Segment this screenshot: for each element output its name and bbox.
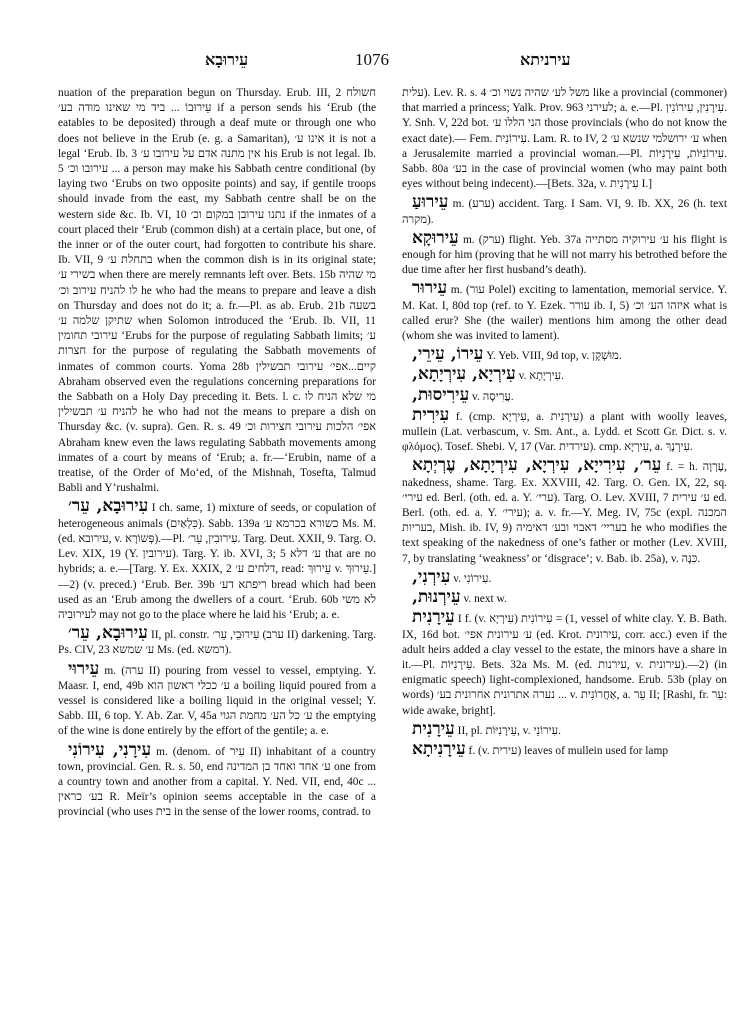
entry-text: m. (ערע) accident. Targ. I Sam. VI, 9. Ib. XX, 26 (h. text מקרה). xyxy=(402,198,727,226)
entry-text: v. עִירוֹנִי. xyxy=(450,572,492,585)
dictionary-entry xyxy=(402,588,727,607)
entry-text: I ch. same, 1) mixture of seeds, or copulation of heterogeneous animals (כִּלְאַיִם). Sabb. 139a כשורא בכרמא ע׳ Ms. M. (ed. עירובא, v. פְּשוֹרָא).—Pl. עִירוּבִין, עֵר׳. Targ. Deut. XXII, 9. Targ. O. Lev. XIX, 19 (Y. עירובין). Targ. Y. ib. XVI, 3; 5 ע׳ דלא that are no hybrids; a. e.—[Targ. Y. Ex. XXIX, 2 דלחים ע׳, read: עֵירוּךְ v. עֵירוּךְ.]—2) (v. preced.) ‘Erub. Ber. 39b ריפתא דע׳ bread which had been used as an ‘Erub among the dwellers of a court. ‘Erub. 60b לא משי לעירוּבִיה may not go to the place where he laid his ‘Erub; a. e. xyxy=(58,502,376,621)
entry-headword: עֵירָנִית xyxy=(412,607,455,628)
entry-text: v. עִירְיָתָא. xyxy=(515,370,564,383)
entry-text: עלית). Lev. R. s. 4 משל לע׳ שהיה נשוי וכ׳ like a provincial (commoner) that married a princess; Yalk. Prov. 963 לעירני; a. e.—Pl. עִירָנִין, עִירוֹנִין. Y. Snh. V, 22d bot. הני הללו ע׳ those provincials (who do not know the exact date).— Fem. עִירוֹנִית. Lam. R. to IV, 2 ע׳ ירושלמי שנשא ע׳ when a Jerusalemite married a provincial woman.—Pl. עִירוֹנִיּוֹת, עִירָנִיּוֹת. Sabb. 80a בע׳ in the case of provincial women (who may paint both eyes without being indecent).—[Bets. 32a, v. עִירָנִית I.] xyxy=(402,87,727,191)
entry-text: m. (ערק) flight. Yeb. 37a ע׳ עירוקיה מסתייה his flight is enough for him (proving that he will not marry his betrothed before the due time after her first husband’s death). xyxy=(402,233,727,277)
dictionary-entry xyxy=(402,193,727,227)
dictionary-entry xyxy=(402,740,727,759)
entry-text: I f. (v. עִירְיָא) 1) = עִירוֹנִית, vessel of white clay. Y. B. Bath. IX, 16d bot. ע׳ עירונית אפי׳ (ed. Krot. עירונית, corr. acc.) even if the adult heirs added a clay vessel to the estate, the minors have a share in it.—Pl. עֵירָנִיּוֹת. Bets. 32a Ms. M. (ed. עירנות, v. עירונית).—2) (in enigmatic speech) light-complexioned, handsome. Erub. 53b (play on words) נערה אתרונית אחרונית בע׳ ... v. אַחֲרוֹנִית, a. עֵר II; [Rashi, fr. עֵר: wide awake, bright]. xyxy=(402,613,727,717)
left-column xyxy=(58,86,376,1006)
dictionary-entry xyxy=(402,568,727,587)
entry-continuation xyxy=(402,86,727,192)
running-head-right: עירניתא xyxy=(520,50,571,69)
entry-headword: עֵירִיסוּת, xyxy=(412,384,470,405)
page-header xyxy=(0,46,750,76)
entry-text: m. (עור Polel) exciting to lamentation, memorial service. Y. M. Kat. I, 80d top (ref. to Y. Ezek. עורר ib. I, 5) איזהו הע׳ וכ׳ what is called erur? She (the wailer) mentions him among the other dead (whom she was invited to lament). xyxy=(402,284,727,343)
entry-text: f. = h. עֶרְוָה, nakedness, shame. Targ. Ex. XXVIII, 42. Targ. O. Gen. IX, 22, sq. עירי׳ ed. Berl. (oth. ed. a. Y. ערי׳). Targ. O. Lev. XVIII, 7 ע׳ עירית ed. Berl. (oth. ed. a. Y. עירי׳); a. v. fr.—Y. Meg. IV, 75c (expl. המכנה בעריות, Mish. ib. IV, 9) בעריי׳ דאבוי ובע׳ דאימיה he who modifies the text speaking of the nakedness of one’s father or mother (Lev. XVIII, 7, by translating ‘weakness’ or ‘disgrace’; v. Bab. ib. 25a), v. כִּנָּה. xyxy=(402,461,727,565)
dictionary-entry xyxy=(402,720,727,739)
entry-text: nuation of the preparation begun on Thursday. Erub. III, 2 חשולח עֵירוּבוֹ ... ביד מי שאינו מודה בע׳ if a person sends his ‘Erub (the eatables to be deposited) through a deaf mute or through one who does not believe in the Erub (e. g. a Samaritan), אינו ע׳ it is not a legal ‘Erub. Ib. 3 אין מתנה אדם על עירובו ע׳ his Erub is not legal. Ib. 5 עירובו וכ׳ ... a person may make his Sabbath centre conditional (by laying two ‘Erubs on two opposite points) and say, if gentile troops should invade from the east, my Sabbath centre shall be on the western side &c. Ib. VI, 10 נתנו עירובן במקום וכ׳ if the inmates of a court placed their ‘Erub (common dish) at a certain place, but one, of the inner or of the outer court, had forgotten to contribute his share. Ib. VII, 9 בתחלת ע׳ when the common dish is in its original state; בשירי ע׳ when there are merely remnants left over. Bets. 15b מי שהיה לו להניח עירוב וכ׳ he who had the means to prepare and leave a dish on Thursday and does not do it; a. fr.—Pl. as ab. Erub. 21b בשעה שתיקן שלמה ע׳ when Solomon introduced the ‘Erub. Ib. VII, 11 עירובי תחומין ‘Erubs for the purpose of regulating Sabbath limits; ע׳ חצרות for the purpose of regulating the Sabbath movements of inmates of common courts. Yoma 28b קיים...אפי׳ עירובי תבשילין Abraham observed even the regulations concerning preparations for the Sabbath on a Holy Day preceding it. Bets. l. c. מי שלא הניח לו להניח ע׳ תבשילין he who had not the means to prepare a dish on Thursday &c. (v. supra). Gen. R. s. 49 אפי׳ הלכות עירובי חצירות וכ׳ Abraham knew even the laws regulating Sabbath movements among inmates of a court by means of ‘Erub; a. fr.—‘Erubin, name of a treatise, of the Order of Mo‘ed, of the Mishnah, Tosefta, Talmud Babli and Y’rushalmi. xyxy=(58,87,376,495)
entry-headword: עֵר׳, עִירִייָא, עִירְיָא, עִירְיָתָא, עֶרְיְתָא xyxy=(412,455,662,476)
entry-headword: עִירְיָא, עִירְיָתָא, xyxy=(412,364,516,385)
dictionary-entry xyxy=(402,608,727,718)
entry-headword: עִירוּבָא, עֵר׳ xyxy=(68,623,148,644)
entry-text: Y. Yeb. VIII, 9d top, v. מוּשְׁקָן. xyxy=(483,350,622,363)
entry-headword: עֵירוּקָא xyxy=(412,227,459,248)
entry-headword: עִירָנִי, עִירוֹנִי xyxy=(68,739,152,760)
entry-headword: עֵירָנִית xyxy=(412,718,455,739)
right-column xyxy=(402,86,727,1006)
entry-headword: עֵירוֹ, עֵירֵי, xyxy=(412,344,484,365)
page-number: 1076 xyxy=(355,50,389,69)
dictionary-entry xyxy=(402,279,727,344)
entry-text: II, pl. עֵירָנִיּוֹת, v. עִירוֹנֵי. xyxy=(454,724,561,737)
entry-headword: עֵירְנוּת, xyxy=(412,587,461,608)
dictionary-entry xyxy=(402,456,727,566)
entry-headword: עִירוּבָא, עֵר׳ xyxy=(68,496,149,517)
entry-text: f. (v. עירית) leaves of mullein used for lamp xyxy=(465,744,669,757)
dictionary-entry xyxy=(402,386,727,405)
entry-headword: עֵירָנִיתָא xyxy=(412,738,466,759)
entry-text: v. עֲרִיסָה. xyxy=(469,390,514,403)
dictionary-entry xyxy=(58,497,376,623)
entry-text: m. (denom. of עִיר II) inhabitant of a country town, provincial. Gen. R. s. 50, end ע׳ אחד ואחד בן המדינה one from a country town and another from a capital. Y. Ned. VII, end, 40c ... בע׳ כראין R. Meïr’s opinion seems acceptable in the case of a provincial (who uses בית in the sense of the lower rooms, contrad. to xyxy=(58,745,376,819)
entry-headword: עִירְנִי, xyxy=(412,566,451,587)
dictionary-entry xyxy=(58,624,376,658)
entry-text: m. (ערה II) pouring from vessel to vessel, emptying. Y. Maasr. I, end, 49b ע׳ ככלי ראשון הוא a boiling liquid poured from a vessel is considered like a boiling liquid in the original vessel; Y. Sabb. III, 6 top. Y. Ab. Zar. V, 45a ע׳ כל הע׳ מחמת הגוי the emptying of the wine is done entirely by the effort of the gentile; a. e. xyxy=(58,664,376,738)
entry-text: v. next w. xyxy=(460,593,507,606)
entry-text: f. (cmp. עִירְיָא, a. עִירָנִית) a plant with woolly leaves, mullein (Lat. verbascum, v. Sm. Ant., a. Lydd. et Scott Gr. Dict. s. v. φλόμος). Tosef. Shebi. V, 17 (Var. עירדית). cmp. עִירְיָא, a. עִירְנָךְ. xyxy=(402,410,727,454)
dictionary-entry xyxy=(402,406,727,456)
entry-headword: עֵירוּי xyxy=(68,658,100,679)
entry-headword: עֵירוּר xyxy=(412,278,448,299)
dictionary-entry xyxy=(58,741,376,821)
entry-continuation xyxy=(58,86,376,496)
dictionary-entry xyxy=(58,660,376,740)
entry-headword: עֵירוּעַ xyxy=(412,192,449,213)
dictionary-entry xyxy=(402,345,727,364)
dictionary-entry xyxy=(402,229,727,279)
dictionary-entry xyxy=(402,365,727,384)
running-head-left: עֵירוּבָא xyxy=(205,50,249,69)
entry-headword: עִירִית xyxy=(412,404,450,425)
entry-text: II, pl. constr. עִירוּבֵי, עֵר׳ (ערב II) darkening. Targ. Ps. CIV, 23 ע׳ שמשא Ms. (ed. רמשא). xyxy=(58,629,376,657)
